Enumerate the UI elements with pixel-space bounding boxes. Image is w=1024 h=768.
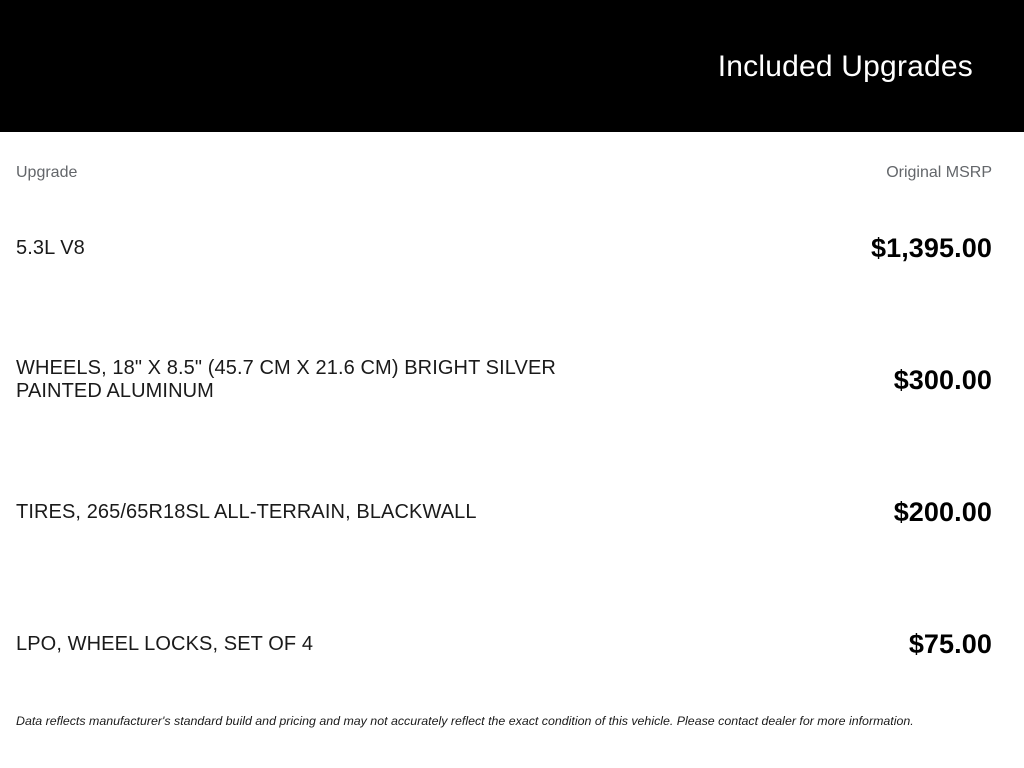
table-row bbox=[0, 182, 1024, 314]
upgrade-price: $200.00 bbox=[893, 496, 992, 527]
column-header-original-msrp: Original MSRP bbox=[886, 164, 992, 181]
upgrades-table bbox=[0, 132, 1024, 730]
upgrade-price: $1,395.00 bbox=[870, 232, 992, 263]
upgrade-name: WHEELS, 18" X 8.5" (45.7 CM X 21.6 CM) BRIGHT SILVER PAINTED ALUMINUM bbox=[16, 356, 556, 403]
column-header-upgrade: Upgrade bbox=[16, 164, 78, 181]
upgrade-name: LPO, WHEEL LOCKS, SET OF 4 bbox=[16, 632, 314, 655]
upgrade-price: $300.00 bbox=[893, 364, 992, 395]
table-row bbox=[0, 578, 1024, 710]
upgrade-name: TIRES, 265/65R18SL ALL-TERRAIN, BLACKWALL bbox=[16, 500, 477, 523]
table-row bbox=[0, 314, 1024, 446]
page-title: Included Upgrades bbox=[717, 49, 973, 83]
upgrade-price: $75.00 bbox=[908, 628, 992, 659]
page-header bbox=[0, 0, 1024, 132]
disclaimer-text: Data reflects manufacturer's standard build and pricing and may not accurately reflect the exact condition of this vehicle. Please contact dealer for more information. bbox=[16, 714, 914, 729]
table-row bbox=[0, 446, 1024, 578]
upgrade-name: 5.3L V8 bbox=[16, 236, 85, 259]
table-column-headers bbox=[0, 132, 1024, 182]
